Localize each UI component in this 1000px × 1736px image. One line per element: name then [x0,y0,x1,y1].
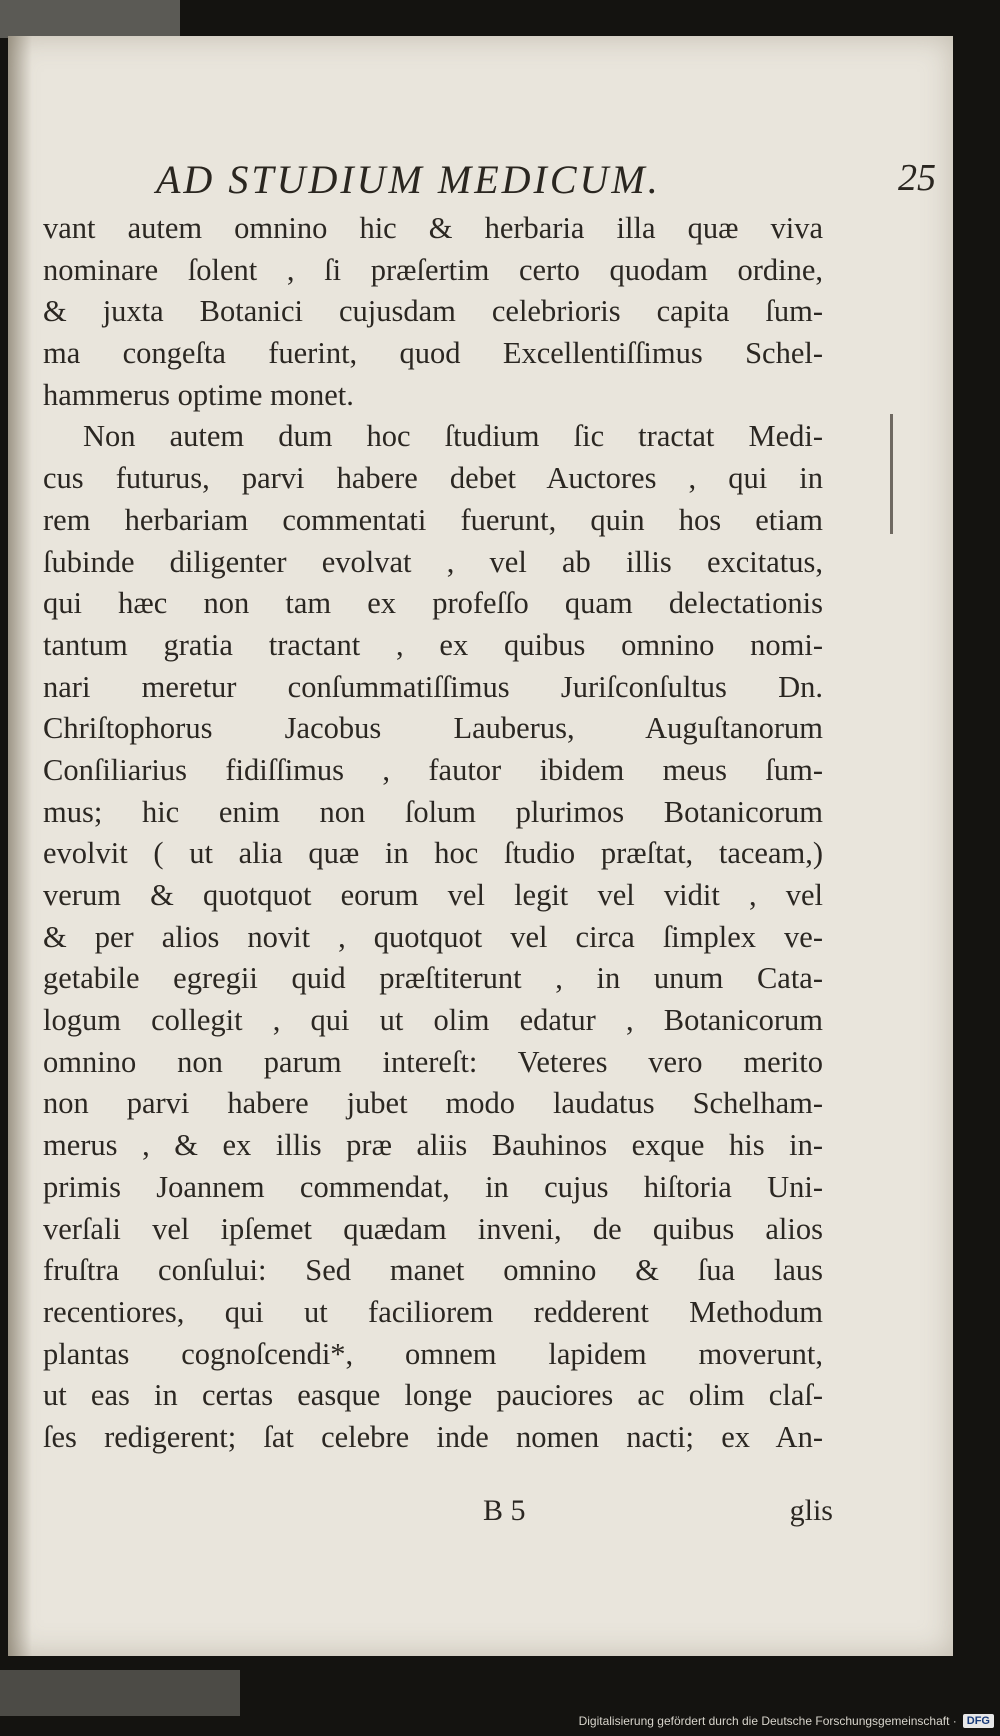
book-page [8,36,953,1656]
text-line: recentiores, qui ut faciliorem redderent Methodum [43,1294,823,1329]
text-line: evolvit ( ut alia quæ in hoc ſtudio præſtat, taceam,) [43,836,823,871]
text-line: verum & quotquot eorum vel legit vel vidit , vel [43,878,823,912]
text-line: cus futurus, parvi habere debet Auctores , qui in [43,461,823,496]
text-line: verſali vel ipſemet quædam inveni, de quibus alios [43,1211,823,1246]
text-line: nari meretur conſummatiſſimus Juriſconſultus Dn. [43,669,823,704]
text-line: hammerus optime monet. [43,377,354,412]
text-line: getabile egregii quid præſtiterunt , in unum Cata- [43,961,823,996]
text-line: mus; hic enim non ſolum plurimos Botanicorum [43,794,823,829]
text-line: Chriſtophorus Jacobus Lauberus, Auguſtanorum [43,711,823,746]
text-line: rem herbariam commentati fuerunt, quin hos etiam [43,502,823,537]
digitization-credit [579,1710,994,1732]
dfg-logo: DFG [963,1714,994,1728]
text-line: ma congeſta fuerint, quod Excellentiſſimus Schel- [43,336,823,371]
text-line: tantum gratia tractant , ex quibus omnino nomi- [43,627,823,662]
text-line: ſes redigerent; ſat celebre inde nomen nacti; ex An- [43,1419,823,1454]
text-line: merus , & ex illis præ aliis Bauhinos exque his in- [43,1128,823,1163]
catchword: glis [789,1494,833,1527]
text-line: ſubinde diligenter evolvat , vel ab illis excitatus, [43,544,823,579]
text-line: logum collegit , qui ut olim edatur , Botanicorum [43,1003,823,1038]
text-line: omnino non parum intereſt: Veteres vero merito [43,1044,823,1079]
page-footer [43,1494,833,1538]
margin-mark [890,414,899,534]
text-line: nominare ſolent , ſi præſertim certo quodam ordine, [43,252,823,287]
signature-mark: B 5 [483,1494,526,1527]
text-line: vant autem omnino hic & herbaria illa quæ viva [43,211,823,245]
text-line: & juxta Botanici cujusdam celebrioris capita ſum- [43,294,823,329]
running-head [156,156,936,206]
running-title: AD STUDIUM MEDICUM. [156,157,661,202]
page-number: 25 [898,157,936,199]
text-line: & per alios novit , quotquot vel circa ſimplex ve- [43,919,823,954]
text-line: Non autem dum hoc ſtudium ſic tractat Medi- [83,419,823,454]
binding-edge-bottom [0,1670,240,1716]
binding-edge-top [0,0,180,38]
text-line: primis Joannem commendat, in cujus hiſtoria Uni- [43,1169,823,1204]
credit-text: Digitalisierung gefördert durch die Deutsche Forschungsgemeinschaft · [578,1714,957,1728]
text-line: non parvi habere jubet modo laudatus Schelham- [43,1086,823,1121]
body-text [43,208,823,1459]
text-line: plantas cognoſcendi*, omnem lapidem moverunt, [43,1336,823,1371]
text-line: Conſiliarius fidiſſimus , fautor ibidem meus ſum- [43,752,823,787]
text-line: ut eas in certas easque longe pauciores ac olim claſ- [43,1378,823,1413]
text-line: qui hæc non tam ex profeſſo quam delectationis [43,586,823,621]
text-line: fruſtra conſului: Sed manet omnino & ſua laus [43,1253,823,1288]
